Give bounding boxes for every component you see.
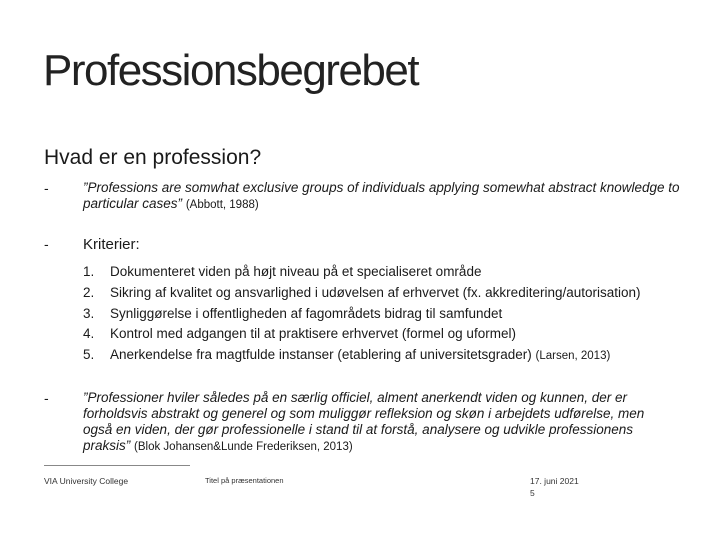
bullet-dash: - [44,236,49,252]
larsen-citation: (Larsen, 2013) [535,350,611,363]
abbott-citation: (Abbott, 1988) [185,199,259,211]
list-item-text: Sikring af kvalitet og ansvarlighed i udøvelsen af erhvervet (fx. akkreditering/autorisation) [110,284,641,300]
professions-quote: ”Professioner hviler således på en særlig officiel, alment anerkendt viden og kunnen, der er forholdsvis abstrakt og generel og som muliggør refleksion og skøn i arbejdets udførelse, men også en viden, der gør professionelle i stand til at forstå, analysere og udvikle professionens praksis” [83,390,645,453]
criteria-list [83,262,641,366]
abbott-quote-block [83,180,683,213]
bullet-dash: - [44,180,49,196]
abbott-quote: ”Professions are somwhat exclusive groups of individuals applying somewhat abstract knowledge to particular cases” [83,180,680,211]
footer-organization: VIA University College [44,476,129,486]
footer-presentation-title: Titel på præsentationen [205,476,284,485]
list-item [83,345,641,366]
footer-divider [44,465,190,466]
list-item-number: 4. [83,326,95,342]
list-item-text: Dokumenteret viden på højt niveau på et specialiseret område [110,264,482,279]
list-item-text: Synliggørelse i offentligheden af fagområdets bidrag til samfundet [110,305,503,321]
bullet-dash: - [44,390,49,406]
list-item-text: Anerkendelse fra magtfulde instanser (etablering af universitetsgrader) [110,347,532,363]
footer-date: 17. juni 2021 [530,476,579,486]
footer-page-number: 5 [530,488,535,498]
list-item [83,304,641,325]
list-item-number: 3. [83,305,95,321]
criteria-label: Kriterier: [83,236,140,253]
list-item-number: 5. [83,347,95,363]
list-item-number: 2. [83,284,95,300]
list-item [83,262,641,283]
slide-subtitle: Hvad er en profession? [44,146,262,169]
list-item [83,283,641,304]
slide-title: Professionsbegrebet [43,46,419,95]
blok-johansen-citation: (Blok Johansen&Lunde Frederiksen, 2013) [134,441,353,453]
professions-quote-block [83,390,673,455]
list-item-text: Kontrol med adgangen til at praktisere erhvervet (formel og uformel) [110,326,516,342]
list-item-number: 1. [83,264,95,279]
list-item [83,324,641,345]
